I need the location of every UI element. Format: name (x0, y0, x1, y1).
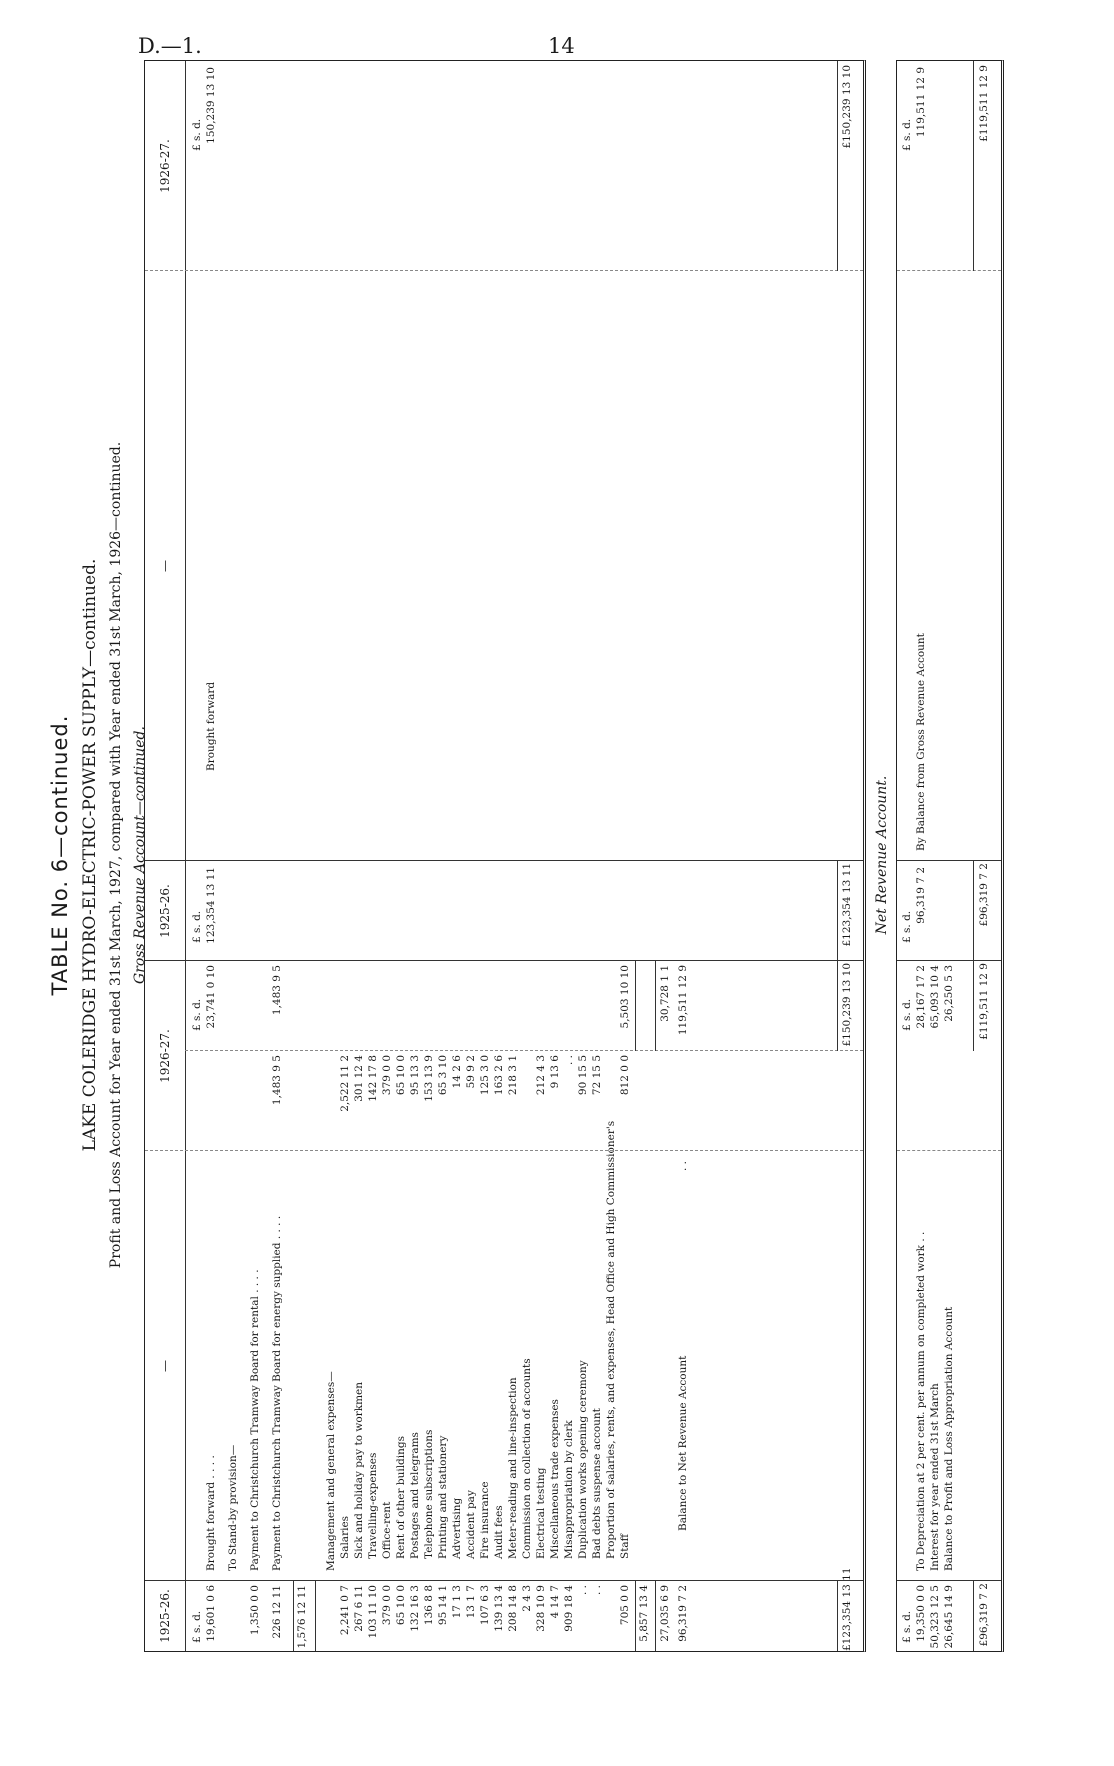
net-total-left-1926: £119,511 12 9 (978, 963, 990, 1040)
balance-1925: 96,319 7 2 (677, 1585, 689, 1642)
mgmt-row-label: Audit fees (493, 1505, 505, 1559)
mgmt-row-label: Salaries (339, 1515, 351, 1559)
currency-header: £ s. d. (191, 998, 203, 1031)
right-row-label: Brought forward (205, 681, 217, 771)
row-label: Payment to Christchurch Tramway Board for energy supplied . . . . (271, 1215, 283, 1571)
mgmt-amount-1926: 95 13 3 (409, 1055, 421, 1096)
standby-subtotal-1925: 1,576 12 11 (296, 1585, 308, 1649)
table-number: TABLE No. 6—continued. (48, 714, 72, 996)
mgmt-amount-1925: 705 0 0 (619, 1585, 631, 1626)
mgmt-amount-1925: 13 1 7 (465, 1585, 477, 1619)
net-amount-1925: 50,323 12 5 (929, 1585, 941, 1649)
currency-header: £ s. d. (901, 118, 913, 151)
net-total-right-1925: £96,319 7 2 (978, 863, 990, 927)
net-amount-1925: 19,350 0 0 (915, 1585, 927, 1642)
net-revenue-table (896, 60, 1004, 1652)
currency-header: £ s. d. (191, 1610, 203, 1643)
total-right-1926: £150,239 13 10 (841, 65, 853, 149)
standby-1926-item: 1,483 9 5 (271, 1055, 283, 1106)
mgmt-row-label: Proportion of salaries, rents, and expenses, Head Office and High Commissioner's (605, 1120, 617, 1559)
mgmt-amount-1925: 208 14 8 (507, 1585, 519, 1632)
currency-header: £ s. d. (901, 1610, 913, 1643)
mgmt-row-label: Commission on collection of accounts (521, 1358, 533, 1559)
mgmt-amount-1926: 14 2 6 (451, 1055, 463, 1089)
mgmt-amount-1925: 2 4 3 (521, 1585, 533, 1612)
mgmt-row-label: Electrical testing (535, 1467, 547, 1559)
col-1926-right: 1926-27. (158, 139, 172, 193)
company-title: LAKE COLERIDGE HYDRO-ELECTRIC-POWER SUPPLY—continued. (80, 558, 100, 1152)
mgmt-amount-1925: 328 10 9 (535, 1585, 547, 1632)
col-desc-left: — (158, 1360, 172, 1372)
mgmt-row-label: Miscellaneous trade expenses (549, 1399, 561, 1559)
mgmt-amount-1926: 9 13 6 (549, 1055, 561, 1089)
gross-section-title: Gross Revenue Account—continued. (132, 726, 148, 984)
net-amount-1926: 28,167 17 2 (915, 965, 927, 1029)
brought-forward-1926: 23,741 0 10 (205, 965, 217, 1029)
net-row-label: Balance to Profit and Loss Appropriation Account (943, 1306, 955, 1571)
mgmt-amount-1925: 267 6 11 (353, 1585, 365, 1632)
amount-1925: 19,601 0 6 (205, 1585, 217, 1642)
mgmt-row-label: Duplication works opening ceremony (577, 1360, 589, 1559)
row-label: To Stand-by provision— (227, 1444, 239, 1571)
mgmt-amount-1926: 142 17 8 (367, 1055, 379, 1102)
currency-header: £ s. d. (191, 910, 203, 943)
mgmt-amount-1926: 2,522 11 2 (339, 1055, 351, 1112)
sum-1926: 30,728 1 1 (659, 965, 671, 1022)
mgmt-amount-1926: 90 15 5 (577, 1055, 589, 1096)
mgmt-row-label: Sick and holiday pay to workmen (353, 1381, 365, 1559)
mgmt-amount-1925: 136 8 8 (423, 1585, 435, 1626)
balance-dots: . . (677, 1160, 689, 1171)
mgmt-amount-1925: 95 14 1 (437, 1585, 449, 1626)
balance-label: Balance to Net Revenue Account (677, 1355, 689, 1531)
mgmt-row-label: Telephone subscriptions (423, 1429, 435, 1559)
mgmt-amount-1925: . . (577, 1585, 589, 1596)
right-amount-1925: 123,354 13 11 (205, 867, 217, 944)
col-1925-right: 1925-26. (158, 884, 172, 938)
currency-header: £ s. d. (901, 910, 913, 943)
mgmt-amount-1925: 909 18 4 (563, 1585, 575, 1632)
mgmt-amount-1925: 107 6 3 (479, 1585, 491, 1626)
standby-1926-total: 1,483 9 5 (271, 965, 283, 1016)
col-desc-right: — (158, 560, 172, 572)
net-amount-1926: 26,250 5 3 (943, 965, 955, 1022)
net-row-label: Interest for year ended 31st March (929, 1383, 941, 1571)
balance-1926: 119,511 12 9 (677, 965, 689, 1036)
mgmt-amount-1925: 103 11 10 (367, 1585, 379, 1639)
page-number: 14 (548, 34, 575, 58)
mgmt-amount-1926: 72 15 5 (591, 1055, 603, 1096)
mgmt-heading: Management and general expenses— (325, 1371, 337, 1571)
net-row-label: To Depreciation at 2 per cent. per annum on completed work . . (915, 1231, 927, 1571)
mgmt-amount-1925: 139 13 4 (493, 1585, 505, 1632)
mgmt-row-label: Misappropriation by clerk (563, 1420, 575, 1559)
mgmt-amount-1926: . . (563, 1055, 575, 1066)
mgmt-amount-1926: 65 10 0 (395, 1055, 407, 1096)
net-total-left-1925: £96,319 7 2 (978, 1583, 990, 1647)
mgmt-amount-1925: 4 14 7 (549, 1585, 561, 1619)
total-right-1925: £123,354 13 11 (841, 863, 853, 947)
net-right-1925: 96,319 7 2 (915, 867, 927, 924)
mgmt-amount-1926: 212 4 3 (535, 1055, 547, 1096)
net-right-label: By Balance from Gross Revenue Account (915, 633, 927, 851)
mgmt-row-label: Meter-reading and line-inspection (507, 1377, 519, 1559)
mgmt-amount-1925: 65 10 0 (395, 1585, 407, 1626)
net-amount-1926: 65,093 10 4 (929, 965, 941, 1029)
mgmt-amount-1926: 301 12 4 (353, 1055, 365, 1102)
currency-header: £ s. d. (191, 118, 203, 151)
amount-1925: 1,350 0 0 (249, 1585, 261, 1636)
mgmt-amount-1925: 132 16 3 (409, 1585, 421, 1632)
col-1926-left: 1926-27. (158, 1029, 172, 1083)
account-subtitle: Profit and Loss Account for Year ended 31st March, 1927, compared with Year ended 31st March, 1926—continued. (108, 441, 124, 1269)
mgmt-row-label: Rent of other buildings (395, 1435, 407, 1559)
mgmt-amount-1925: 379 0 0 (381, 1585, 393, 1626)
mgmt-total-1925: 5,857 13 4 (638, 1585, 650, 1642)
mgmt-row-label: Accident pay (465, 1490, 477, 1559)
rotated-page (44, 30, 1084, 1680)
mgmt-amount-1926: 65 3 10 (437, 1055, 449, 1096)
net-right-1926: 119,511 12 9 (915, 67, 927, 138)
mgmt-amount-1926: 812 0 0 (619, 1055, 631, 1096)
row-label: Brought forward . . . . (205, 1455, 217, 1571)
net-section-title: Net Revenue Account. (874, 775, 890, 935)
total-left-1925: £123,354 13 11 (841, 1567, 853, 1651)
mgmt-row-label: Travelling-expenses (367, 1452, 379, 1559)
mgmt-amount-1926: 379 0 0 (381, 1055, 393, 1096)
mgmt-amount-1926: 163 2 6 (493, 1055, 505, 1096)
mgmt-amount-1925: 17 1 3 (451, 1585, 463, 1619)
total-left-1926: £150,239 13 10 (841, 963, 853, 1047)
mgmt-amount-1926: 218 3 1 (507, 1055, 519, 1096)
page-section-code: D.—1. (138, 34, 202, 58)
row-label: Payment to Christchurch Tramway Board for rental . . . . (249, 1269, 261, 1571)
mgmt-row-label: Advertising (451, 1497, 463, 1559)
mgmt-row-label: Staff (619, 1533, 631, 1559)
mgmt-amount-1926: 153 13 9 (423, 1055, 435, 1102)
mgmt-row-label: Bad debts suspense account (591, 1408, 603, 1559)
mgmt-total-1926: 5,503 10 10 (619, 965, 631, 1029)
currency-header: £ s. d. (901, 998, 913, 1031)
mgmt-amount-1926: 59 9 2 (465, 1055, 477, 1089)
sum-1925: 27,035 6 9 (659, 1585, 671, 1642)
mgmt-row-label: Office-rent (381, 1501, 393, 1559)
net-amount-1925: 26,645 14 9 (943, 1585, 955, 1649)
mgmt-amount-1925: . . (591, 1585, 603, 1596)
mgmt-row-label: Postages and telegrams (409, 1432, 421, 1559)
gross-revenue-table (144, 60, 866, 1652)
mgmt-row-label: Fire insurance (479, 1481, 491, 1559)
mgmt-amount-1925: 2,241 0 7 (339, 1585, 351, 1636)
mgmt-row-label: Printing and stationery (437, 1435, 449, 1559)
mgmt-amount-1926: 125 3 0 (479, 1055, 491, 1096)
net-total-right-1926: £119,511 12 9 (978, 65, 990, 142)
col-1925-left: 1925-26. (158, 1589, 172, 1643)
amount-1925: 226 12 11 (271, 1585, 283, 1639)
right-amount-1926: 150,239 13 10 (205, 67, 217, 144)
